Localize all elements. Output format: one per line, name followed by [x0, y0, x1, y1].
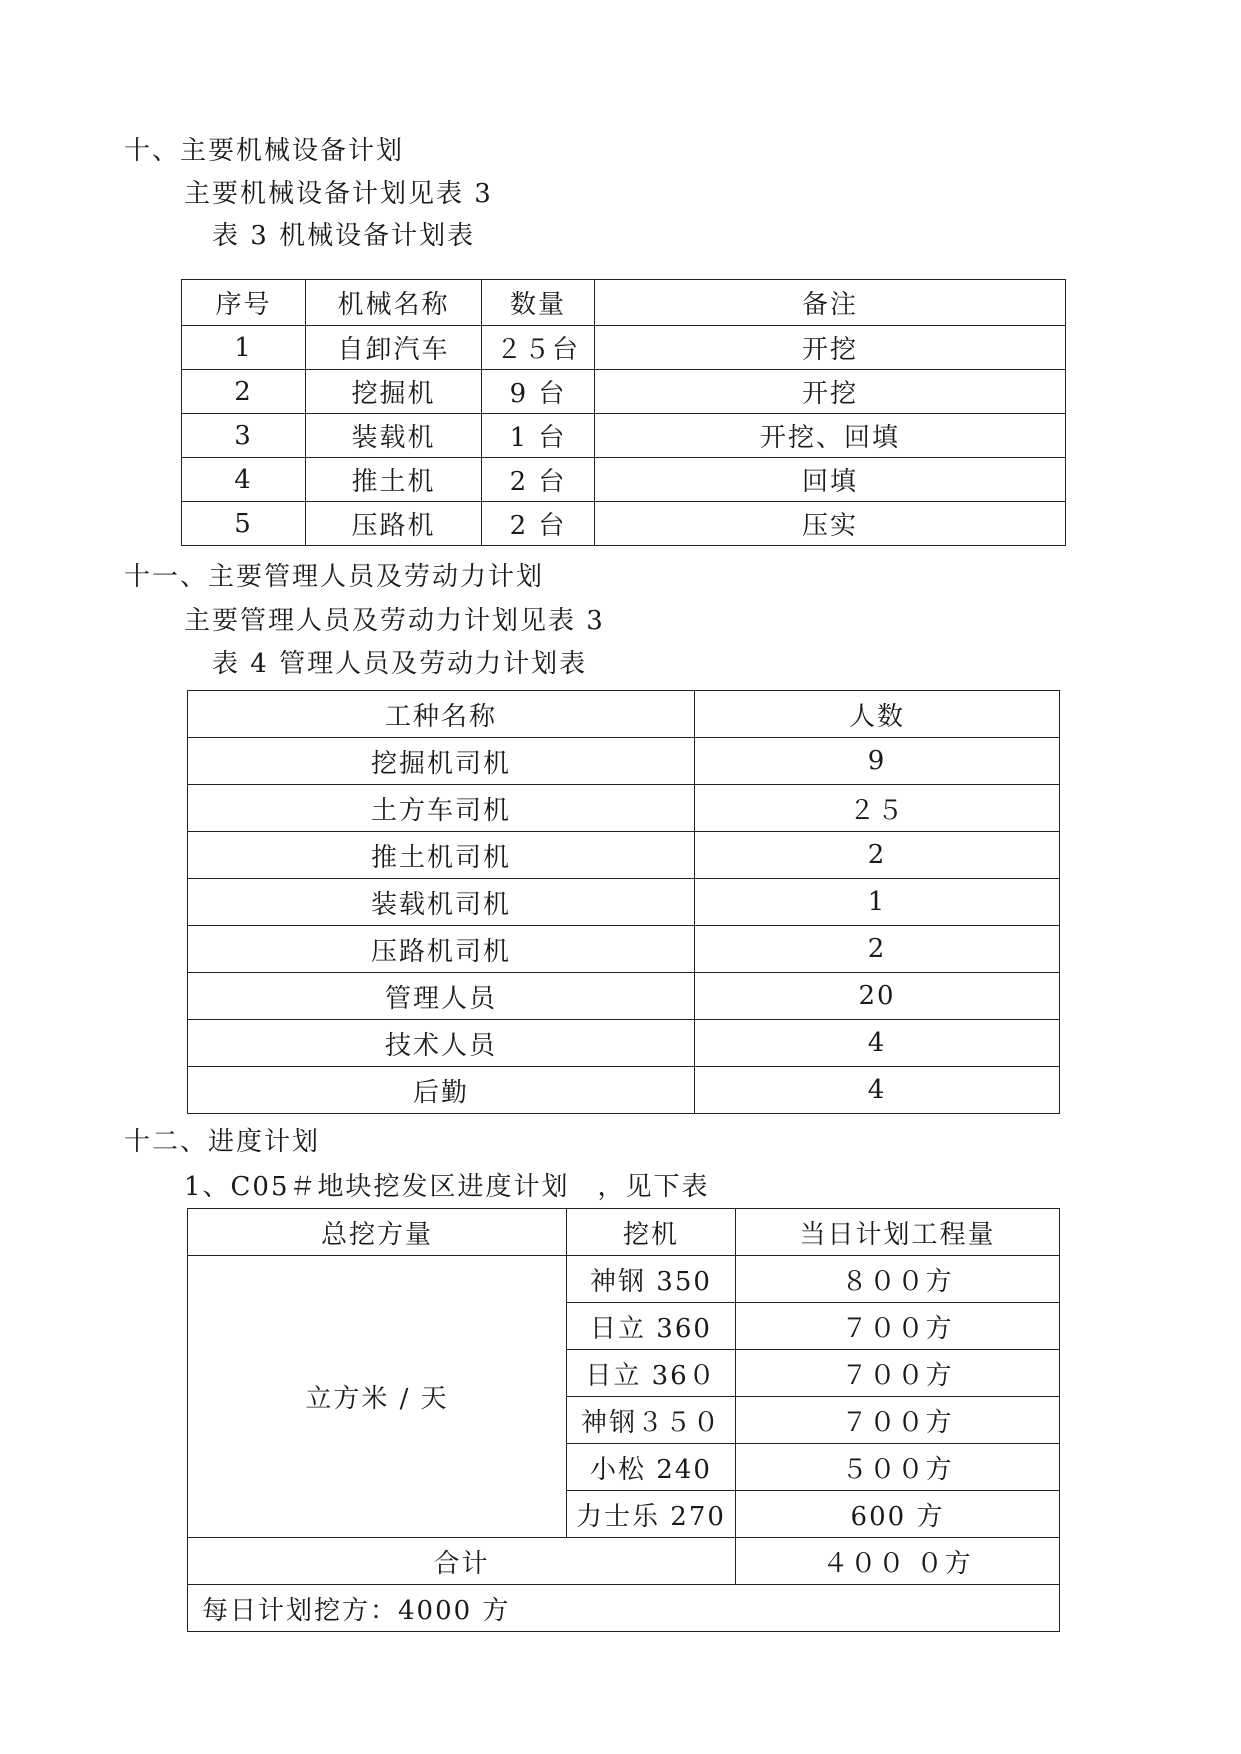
table-cell: 日立 36０: [567, 1350, 736, 1397]
table-cell: 日立 360: [567, 1303, 736, 1350]
table-header-row: [188, 1209, 1060, 1256]
table-cell: 4: [695, 1067, 1060, 1114]
table-row: [188, 1067, 1060, 1114]
table-cell: ８００方: [736, 1256, 1060, 1303]
section-11-heading: 十一、主要管理人员及劳动力计划: [124, 562, 545, 592]
table-cell: 装载机: [306, 414, 482, 458]
table-cell: 2: [182, 370, 306, 414]
table-cell: 2 台: [482, 458, 595, 502]
schedule-table: [187, 1208, 1060, 1632]
table-row: [188, 738, 1060, 785]
table-cell: ７００方: [736, 1397, 1060, 1444]
header-cell: 当日计划工程量: [736, 1209, 1060, 1256]
header-cell: 挖机: [567, 1209, 736, 1256]
table-cell: 回填: [595, 458, 1066, 502]
table-cell: 挖掘机司机: [188, 738, 695, 785]
table-cell: 1: [695, 879, 1060, 926]
table-cell: 压实: [595, 502, 1066, 546]
total-label: 合计: [188, 1538, 736, 1585]
table-cell: 小松 240: [567, 1444, 736, 1491]
table-cell: 3: [182, 414, 306, 458]
table-cell: 力士乐 270: [567, 1491, 736, 1538]
table-cell: ７００方: [736, 1350, 1060, 1397]
table-header-row: [188, 691, 1060, 738]
equipment-table: [181, 279, 1066, 546]
table-cell: ５００方: [736, 1444, 1060, 1491]
section-11-intro: 主要管理人员及劳动力计划见表 3: [184, 606, 605, 636]
table-cell: 后勤: [188, 1067, 695, 1114]
table-4-caption: 表 4 管理人员及劳动力计划表: [212, 649, 588, 679]
table-cell: 1 台: [482, 414, 595, 458]
header-cell: 备注: [595, 280, 1066, 326]
table-cell: 5: [182, 502, 306, 546]
table-cell: 4: [695, 1020, 1060, 1067]
table-row: [188, 832, 1060, 879]
table-row: [188, 785, 1060, 832]
table-cell: 9: [695, 738, 1060, 785]
labor-table: [187, 690, 1060, 1114]
table-cell: 压路机: [306, 502, 482, 546]
table-row: [188, 926, 1060, 973]
table-cell: 2 台: [482, 502, 595, 546]
table-cell: 管理人员: [188, 973, 695, 1020]
table-row: [188, 1020, 1060, 1067]
table-cell: 2: [695, 832, 1060, 879]
header-cell: 机械名称: [306, 280, 482, 326]
table-row: [182, 326, 1066, 370]
total-value: ４００ ０方: [736, 1538, 1060, 1585]
table-cell: 神钢 350: [567, 1256, 736, 1303]
table-cell: 4: [182, 458, 306, 502]
table-row: [182, 502, 1066, 546]
table-cell: 推土机司机: [188, 832, 695, 879]
table-row: [188, 973, 1060, 1020]
daily-plan-note: 每日计划挖方：4000 方: [188, 1585, 1060, 1632]
header-cell: 总挖方量: [188, 1209, 567, 1256]
table-row: [182, 414, 1066, 458]
header-cell: 数量: [482, 280, 595, 326]
table-3-caption: 表 3 机械设备计划表: [212, 221, 476, 251]
footer-row: [188, 1585, 1060, 1632]
table-cell: 技术人员: [188, 1020, 695, 1067]
section-10-heading: 十、主要机械设备计划: [124, 136, 405, 166]
table-cell: 自卸汽车: [306, 326, 482, 370]
table-cell: 开挖: [595, 326, 1066, 370]
table-cell: 压路机司机: [188, 926, 695, 973]
header-cell: 工种名称: [188, 691, 695, 738]
section-12-heading: 十二、进度计划: [124, 1127, 321, 1157]
table-row: [182, 458, 1066, 502]
table-cell: 1: [182, 326, 306, 370]
table-row: [188, 879, 1060, 926]
merged-unit-cell: 立方米 / 天: [188, 1256, 567, 1538]
table-row: [188, 1256, 1060, 1303]
table-cell: ２５: [695, 785, 1060, 832]
table-cell: 开挖: [595, 370, 1066, 414]
table-cell: 神钢３５０: [567, 1397, 736, 1444]
table-cell: 600 方: [736, 1491, 1060, 1538]
table-cell: 开挖、回填: [595, 414, 1066, 458]
section-10-intro: 主要机械设备计划见表 3: [184, 179, 493, 209]
table-cell: 20: [695, 973, 1060, 1020]
table-cell: 9 台: [482, 370, 595, 414]
header-cell: 序号: [182, 280, 306, 326]
section-12-intro: 1、C05＃地块挖发区进度计划 ，见下表: [184, 1172, 710, 1202]
table-header-row: [182, 280, 1066, 326]
table-cell: ７００方: [736, 1303, 1060, 1350]
table-cell: 推土机: [306, 458, 482, 502]
table-cell: 挖掘机: [306, 370, 482, 414]
header-cell: 人数: [695, 691, 1060, 738]
table-cell: ２５台: [482, 326, 595, 370]
table-row: [182, 370, 1066, 414]
total-row: [188, 1538, 1060, 1585]
table-cell: 土方车司机: [188, 785, 695, 832]
table-cell: 装载机司机: [188, 879, 695, 926]
table-cell: 2: [695, 926, 1060, 973]
